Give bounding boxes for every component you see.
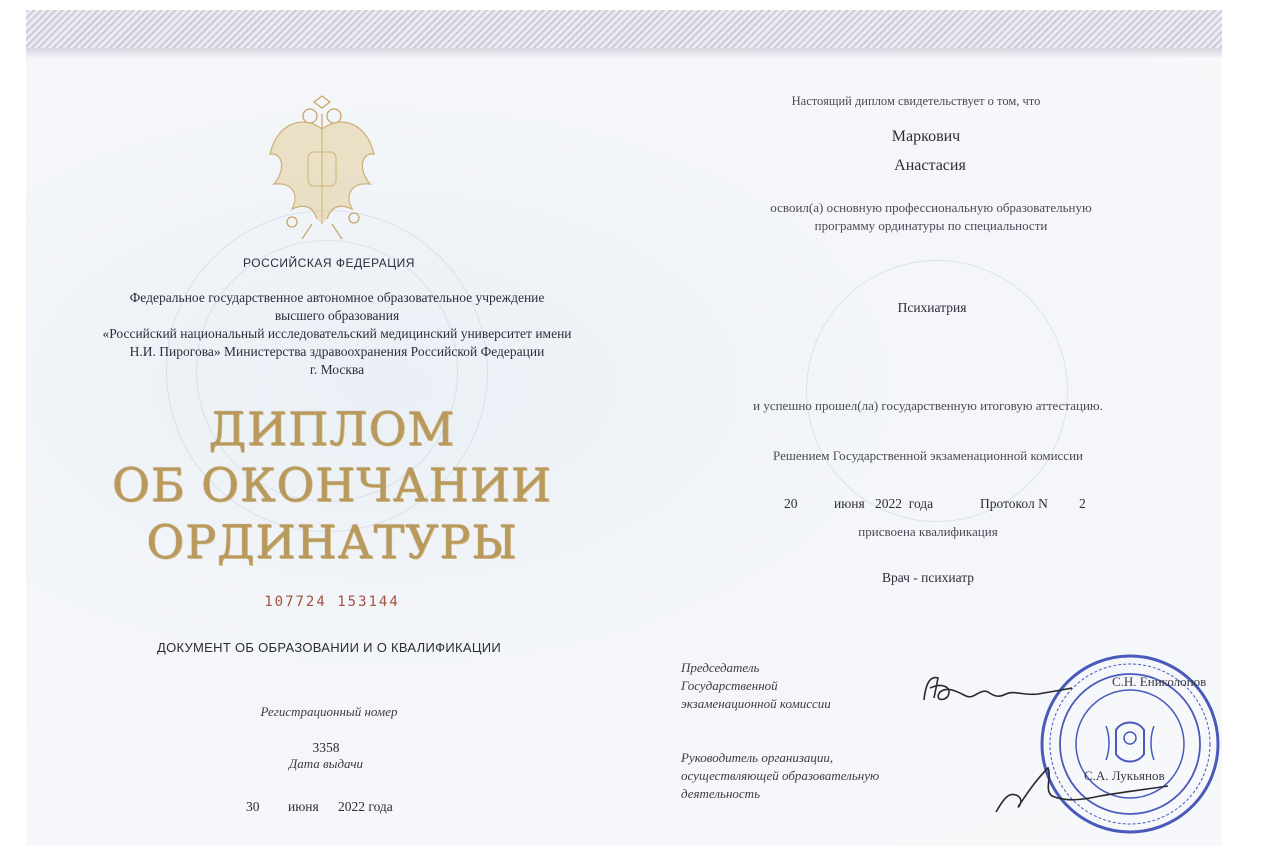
head-title-line-3: деятельность [681, 786, 760, 801]
registration-label: Регистрационный номер [260, 704, 398, 719]
diploma-title-line-3: ОРДИНАТУРЫ [146, 515, 518, 569]
institution-line-4: Н.И. Пирогова» Министерства здравоохранения Российской Федерации [129, 344, 545, 359]
head-name: С.А. Лукьянов [1084, 768, 1165, 783]
serial-number: 107724 153144 [264, 594, 400, 610]
chair-title-line-1: Председатель [681, 660, 760, 675]
protocol-label: Протокол N [980, 496, 1048, 511]
program-line-2: программу ординатуры по специальности [814, 218, 1048, 233]
document-type: ДОКУМЕНТ ОБ ОБРАЗОВАНИИ И О КВАЛИФИКАЦИИ [156, 640, 502, 655]
issue-date-label: Дата выдачи [288, 756, 364, 771]
issue-year: 2022 года [338, 799, 393, 814]
diploma-document [26, 10, 1222, 846]
registration-number: 3358 [312, 740, 340, 755]
head-title-line-1: Руководитель организации, [681, 750, 834, 765]
graduate-name: Анастасия [894, 157, 966, 174]
decision-month: июня [834, 496, 865, 511]
institution-line-1: Федеральное государственное автономное образовательное учреждение [129, 290, 545, 305]
commission-decision: Решением Государственной экзаменационной комиссии [773, 448, 1083, 463]
chair-name: С.Н. Ениколопов [1112, 674, 1207, 689]
institution-city: г. Москва [309, 362, 365, 377]
program-line-1: освоил(а) основную профессиональную образовательную [770, 200, 1092, 215]
decision-day: 20 [784, 496, 798, 511]
issue-month: июня [288, 799, 319, 814]
qualification-label: присвоена квалификация [858, 524, 998, 539]
diploma-title-line-1: ДИПЛОМ [208, 402, 456, 456]
coat-of-arms-emblem [262, 94, 382, 244]
issue-day: 30 [246, 799, 260, 814]
attestation-text: и успешно прошел(ла) государственную итоговую аттестацию. [753, 398, 1103, 413]
head-signature [992, 756, 1192, 816]
qualification: Врач - психиатр [881, 570, 975, 585]
specialty: Психиатрия [897, 300, 967, 315]
decision-year: 2022 года [875, 496, 934, 511]
head-title-line-2: осуществляющей образовательную [681, 768, 880, 783]
institution-line-3: «Российский национальный исследовательский медицинский университет имени [102, 326, 572, 341]
diploma-title-line-2: ОБ ОКОНЧАНИИ [111, 458, 553, 512]
chair-signature [914, 670, 1074, 710]
institution-line-2: высшего образования [274, 308, 400, 323]
graduate-surname: Маркович [891, 128, 961, 145]
decorative-border [26, 10, 1222, 58]
intro-text: Настоящий диплом свидетельствует о том, что [791, 94, 1041, 108]
chair-title-line-2: Государственной [681, 678, 778, 693]
protocol-number: 2 [1079, 496, 1086, 511]
country-label: РОССИЙСКАЯ ФЕДЕРАЦИЯ [243, 256, 415, 270]
chair-title-line-3: экзаменационной комиссии [681, 696, 831, 711]
